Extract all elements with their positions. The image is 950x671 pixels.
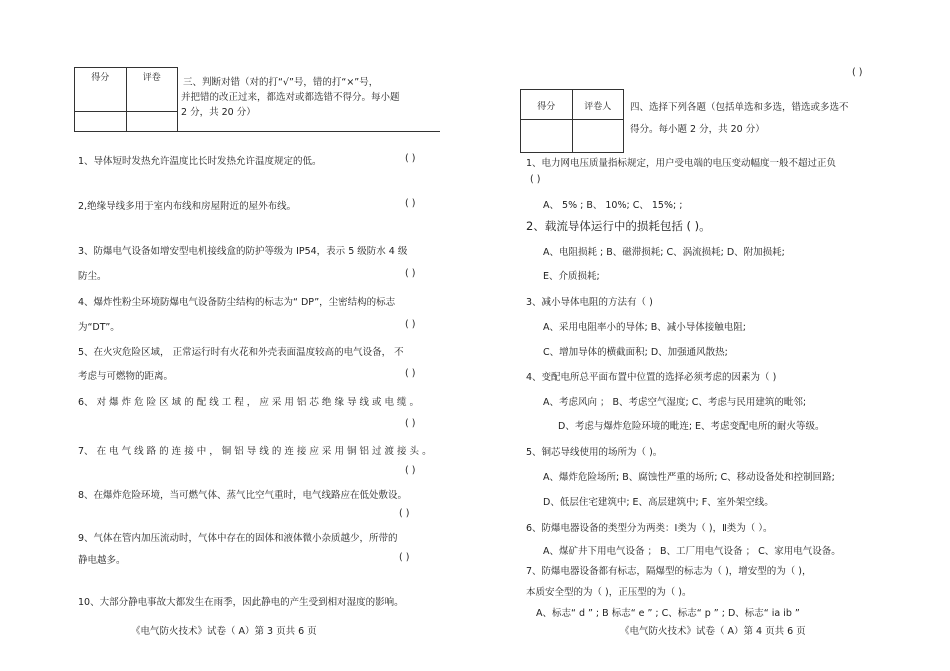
left-item-1: 1、导体短时发热允许温度比长时发热允许温度规定的低。 bbox=[78, 156, 322, 167]
right-q6: 6、防爆电器设备的类型分为两类：Ⅰ类为（ )，Ⅱ类为（ ）。 bbox=[526, 523, 773, 534]
left-item-2-answer[interactable]: ( ) bbox=[405, 198, 416, 209]
left-item-5: 5、在火灾危险区域， 正常运行时有火花和外壳表面温度较高的电气设备， 不 bbox=[78, 347, 404, 358]
left-item-3-cont: 防尘。 bbox=[78, 271, 107, 282]
left-item-1-answer[interactable]: ( ) bbox=[405, 153, 416, 164]
left-item-6: 6、 对 爆 炸 危 险 区 域 的 配 线 工 程 ， 应 采 用 铝 芯 绝 缘 导 线 或 电 缆 。 bbox=[78, 397, 420, 408]
left-section-title-line-1: 三、判断对错（对的打“√”号，错的打“×”号， bbox=[183, 77, 379, 88]
right-q7: 7、防爆电器设备都有标志，隔爆型的标志为（ )，增安型的为（ )， bbox=[526, 566, 812, 577]
left-item-8: 8、在爆炸危险环境，当可燃气体、蒸气比空气重时，电气线路应在低处敷设。 bbox=[78, 490, 408, 501]
left-page-footer: 《电气防火技术》试卷（ A）第 3 页共 6 页 bbox=[131, 626, 317, 637]
left-item-2: 2,绝缘导线多用于室内布线和房屋附近的屋外布线。 bbox=[78, 201, 297, 212]
right-grader-cell[interactable] bbox=[572, 120, 624, 153]
left-item-5-answer[interactable]: ( ) bbox=[405, 368, 416, 379]
left-item-7-answer[interactable]: ( ) bbox=[405, 465, 416, 476]
right-top-answer[interactable]: ( ) bbox=[852, 67, 863, 78]
right-q3-options-2: C、增加导体的横截面积; D、加强通风散热; bbox=[543, 347, 728, 358]
right-score-header: 得分 bbox=[521, 90, 573, 120]
right-q5-options-1: A、爆炸危险场所; B、腐蚀性严重的场所; C、移动设备处和控制回路; bbox=[543, 472, 835, 483]
right-q3: 3、减小导体电阻的方法有（ ) bbox=[526, 297, 653, 308]
right-score-table bbox=[520, 89, 624, 153]
left-item-4-cont: 为“DT”。 bbox=[78, 322, 120, 333]
left-item-9: 9、气体在管内加压流动时，气体中存在的固体和液体微小杂质越少，所带的 bbox=[78, 533, 398, 544]
left-section-title-line-3: 2 分，共 20 分） bbox=[181, 107, 256, 118]
left-item-5-cont: 考虑与可燃物的距离。 bbox=[78, 371, 174, 382]
left-item-6-answer[interactable]: ( ) bbox=[405, 418, 416, 429]
right-grader-header: 评卷人 bbox=[572, 90, 624, 120]
right-q4-options-2: D、考虑与爆炸危险环境的毗连; E、考虑变配电所的耐火等级。 bbox=[558, 421, 825, 432]
right-q6-options: A、煤矿井下用电气设备 ； B、工厂用电气设备 ； C、家用电气设备。 bbox=[543, 546, 841, 557]
left-grader-cell[interactable] bbox=[126, 112, 178, 132]
right-q4: 4、变配电所总平面布置中位置的选择必须考虑的因素为（ ) bbox=[526, 372, 777, 383]
right-q1-answer[interactable]: ( ) bbox=[530, 174, 541, 185]
right-q2-options-2: E、介质损耗; bbox=[543, 271, 600, 282]
right-section-title-line-1: 四、选择下列各题（包括单选和多选，错选或多选不 bbox=[630, 102, 849, 113]
right-q7-options: A、标志“ d ” ; B 标志“ e ” ; C、标志“ p ” ; D、标志“ ia ib ” bbox=[536, 608, 800, 619]
right-section-title-line-2: 得分。每小题 2 分，共 20 分） bbox=[630, 124, 765, 135]
right-score-cell[interactable] bbox=[521, 120, 573, 153]
left-item-3: 3、防爆电气设备如增安型电机接线盒的防护等级为 IP54，表示 5 级防水 4 级 bbox=[78, 246, 408, 257]
left-score-header: 得分 bbox=[75, 68, 127, 112]
left-item-3-answer[interactable]: ( ) bbox=[405, 268, 416, 279]
left-item-8-answer[interactable]: ( ) bbox=[399, 508, 410, 519]
left-score-cell[interactable] bbox=[75, 112, 127, 132]
left-item-9-answer[interactable]: ( ) bbox=[399, 552, 410, 563]
left-grader-header: 评卷 bbox=[126, 68, 178, 112]
right-q4-options-1: A、考虑风向 ； B、考虑空气湿度; C、考虑与民用建筑的毗邻; bbox=[543, 397, 807, 408]
right-q5: 5、铜芯导线使用的场所为（ )。 bbox=[526, 447, 663, 458]
left-section-title-line-2: 并把错的改正过来，都选对或都选错不得分。每小题 bbox=[181, 92, 400, 103]
left-item-7: 7、 在 电 气 线 路 的 连 接 中 ， 铜 铝 导 线 的 连 接 应 采 用 铜 铝 过 渡 接 头 。 bbox=[78, 446, 432, 457]
right-q3-options-1: A、采用电阻率小的导体; B、减小导体接触电阻; bbox=[543, 322, 746, 333]
right-q5-options-2: D、低层住宅建筑中; E、高层建筑中; F、室外架空线。 bbox=[543, 497, 774, 508]
right-q1-options: A、 5% ; B、 10%; C、 15%; ; bbox=[543, 200, 683, 211]
right-q2: 2、载流导体运行中的损耗包括 ( )。 bbox=[526, 219, 711, 233]
left-item-4: 4、爆炸性粉尘环境防爆电气设备防尘结构的标志为“ DP”，尘密结构的标志 bbox=[78, 297, 396, 308]
left-item-4-answer[interactable]: ( ) bbox=[405, 319, 416, 330]
left-item-9-cont: 静电越多。 bbox=[78, 555, 126, 566]
right-q2-options-1: A、电阻损耗 ; B、磁滞损耗; C、涡流损耗; D、附加损耗; bbox=[543, 247, 785, 258]
right-q1: 1、电力网电压质量指标规定，用户受电端的电压变动幅度一般不超过正负 bbox=[526, 158, 837, 169]
left-title-underline bbox=[178, 131, 440, 132]
left-score-table bbox=[74, 67, 178, 132]
left-item-10: 10、大部分静电事故大都发生在雨季，因此静电的产生受到相对湿度的影响。 bbox=[78, 597, 404, 608]
right-page-footer: 《电气防火技术》试卷（ A）第 4 页共 6 页 bbox=[620, 626, 806, 637]
right-q7-cont: 本质安全型的为（ )，正压型的为（ )。 bbox=[526, 587, 692, 598]
